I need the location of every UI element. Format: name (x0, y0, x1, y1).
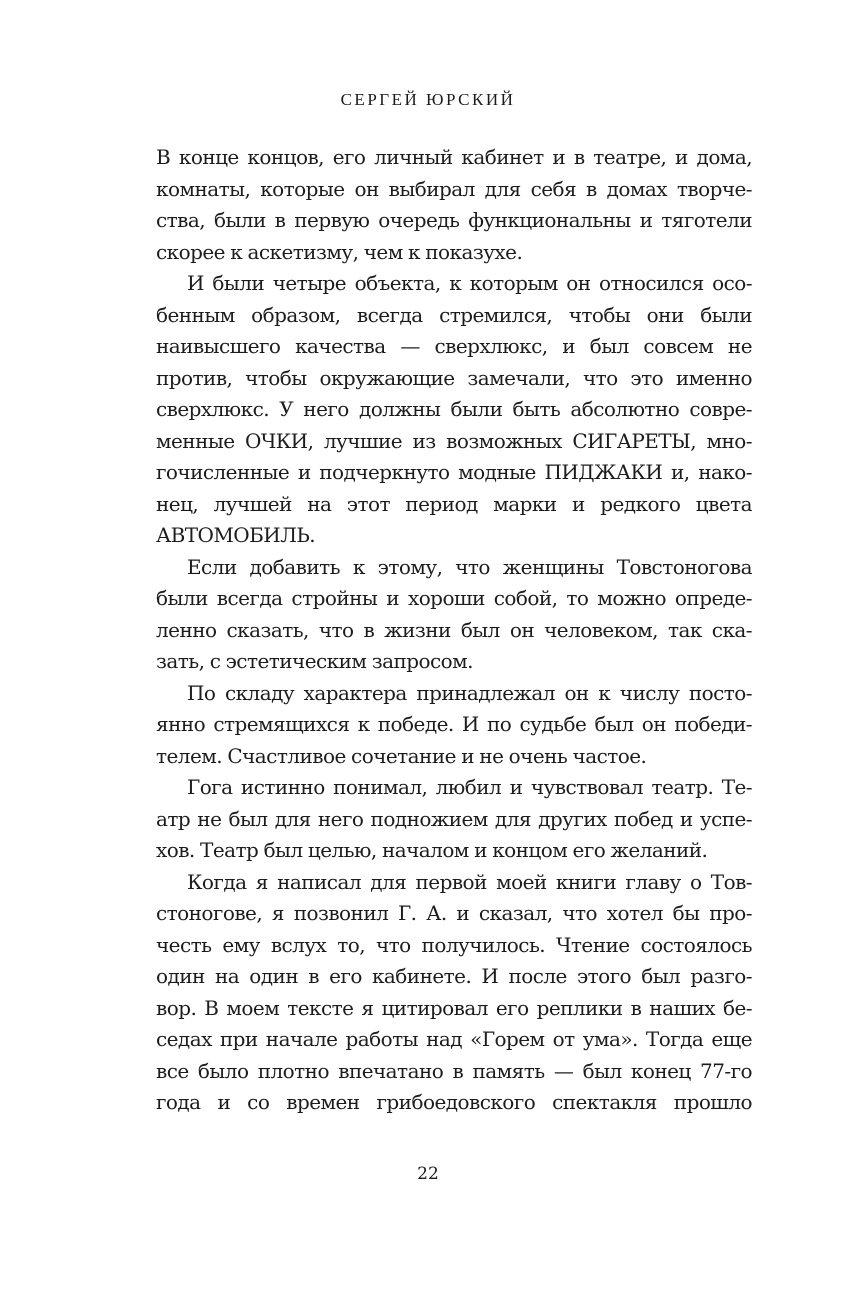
text-line: телем. Счастливое сочетание и не очень частое. (156, 743, 647, 768)
text-line: Если добавить к этому, что женщины Товстоногова (187, 554, 752, 579)
text-line: менные ОЧКИ, лучшие из возможных СИГАРЕТЫ, мно- (156, 428, 752, 453)
text-line: ленно сказать, что в жизни был он человеком, так ска- (156, 617, 752, 642)
text-line: И были четыре объекта, к которым он относился осо- (187, 271, 752, 295)
text-line: По складу характера принадлежал он к числу посто- (187, 680, 752, 705)
text-line: года и со времен грибоедовского спектакля прошло (156, 1090, 752, 1114)
text-line: наивысшего качества — сверхлюкс, и был совсем не (156, 334, 752, 358)
text-line: были всегда стройны и хороши собой, то можно опреде- (156, 586, 752, 610)
text-line: честь ему вслух то, что получилось. Чтение состоялось (156, 932, 752, 957)
text-line: один на один в его кабинете. И после этого был разго- (156, 964, 752, 988)
text-line: нец, лучшей на этот период марки и редкого цвета (156, 491, 752, 516)
text-line: атр не был для него подножием для других побед и успе- (156, 806, 752, 831)
text-line: гочисленные и подчеркнуто модные ПИДЖАКИ и, нако- (156, 460, 752, 484)
page-number: 22 (417, 1164, 439, 1184)
text-line: против, чтобы окружающие замечали, что это именно (156, 365, 752, 390)
text-line: янно стремящихся к победе. И по судьбе был он победи- (156, 712, 752, 736)
text-line: АВТОМОБИЛЬ. (156, 523, 316, 547)
text-line: комнаты, которые он выбирал для себя в домах творче- (156, 176, 752, 201)
text-line: стоногове, я позвонил Г. А. и сказал, что хотел бы про- (156, 901, 752, 925)
text-line: все было плотно впечатано в память — был конец 77-го (156, 1058, 752, 1083)
text-line: зать, с эстетическим запросом. (156, 649, 473, 673)
running-head: СЕРГЕЙ ЮРСКИЙ (340, 90, 516, 109)
body-text (156, 142, 752, 1119)
text-line: скорее к аскетизму, чем к показухе. (156, 239, 523, 264)
text-line: бенным образом, всегда стремился, чтобы они были (156, 302, 752, 327)
text-line: Когда я написал для первой моей книги главу о Тов- (187, 869, 752, 894)
text-line: ства, были в первую очередь функциональны и тяготели (156, 208, 752, 232)
text-line: сверхлюкс. У него должны были быть абсолютно совре- (156, 397, 752, 421)
text-line: седах при начале работы над «Горем от ума». Тогда еще (156, 1027, 752, 1051)
text-line: В конце концов, его личный кабинет и в театре, и дома, (156, 145, 752, 169)
text-line: хов. Театр был целью, началом и концом его желаний. (156, 838, 708, 862)
text-line: вор. В моем тексте я цитировал его реплики в наших бе- (156, 995, 752, 1020)
text-line: Гога истинно понимал, любил и чувствовал театр. Те- (187, 775, 752, 799)
